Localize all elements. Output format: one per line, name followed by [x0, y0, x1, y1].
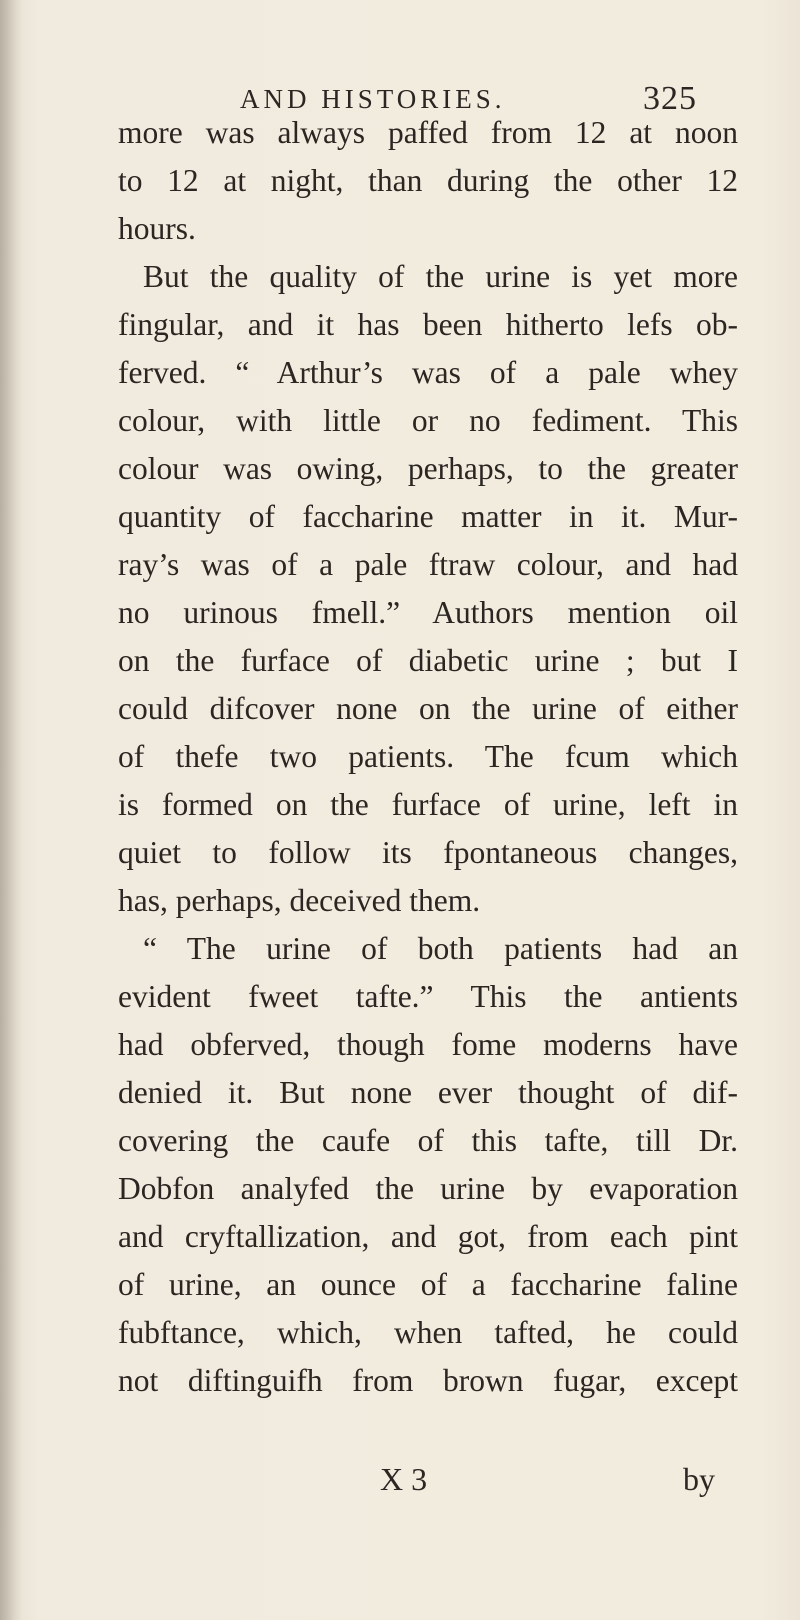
text-line: But the quality of the urine is yet more — [143, 259, 738, 294]
text-line: colour was owing, perhaps, to the greater — [118, 451, 738, 486]
text-line: to 12 at night, than during the other 12 — [118, 163, 738, 198]
text-line: covering the caufe of this tafte, till Dr. — [118, 1123, 738, 1158]
signature-mark: X 3 — [380, 1461, 428, 1497]
text-line: fingular, and it has been hitherto lefs ob- — [118, 307, 738, 342]
text-line: evident fweet tafte.” This the antients — [118, 979, 738, 1014]
text-line: “ The urine of both patients had an — [143, 931, 738, 966]
text-line: of thefe two patients. The fcum which — [118, 739, 738, 774]
text-line: quantity of faccharine matter in it. Mur- — [118, 499, 738, 534]
running-head: AND HISTORIES. — [240, 84, 506, 114]
text-line: fubftance, which, when tafted, he could — [118, 1315, 738, 1350]
page-number: 325 — [643, 80, 697, 117]
catchword: by — [683, 1461, 715, 1497]
gutter-shadow — [0, 0, 22, 1620]
text-line: ferved. “ Arthur’s was of a pale whey — [118, 355, 738, 390]
text-line: no urinous fmell.” Authors mention oil — [118, 595, 738, 630]
text-line: colour, with little or no fediment. This — [118, 403, 738, 438]
text-line: Dobfon analyfed the urine by evaporation — [118, 1171, 738, 1206]
text-line: ray’s was of a pale ftraw colour, and had — [118, 547, 738, 582]
text-line: could difcover none on the urine of either — [118, 691, 738, 726]
text-line: is formed on the furface of urine, left in — [118, 787, 738, 822]
text-line: on the furface of diabetic urine ; but I — [118, 643, 738, 678]
text-line: of urine, an ounce of a faccharine faline — [118, 1267, 738, 1302]
text-line: quiet to follow its fpontaneous changes, — [118, 835, 738, 870]
text-line: more was always paffed from 12 at noon — [118, 115, 738, 150]
text-line: has, perhaps, deceived them. — [118, 883, 481, 918]
text-line: not diftinguifh from brown fugar, except — [118, 1363, 738, 1398]
text-line: hours. — [118, 211, 196, 246]
text-line: and cryftallization, and got, from each pint — [118, 1219, 738, 1254]
text-line: had obferved, though fome moderns have — [118, 1027, 738, 1062]
text-line: denied it. But none ever thought of dif- — [118, 1075, 738, 1110]
